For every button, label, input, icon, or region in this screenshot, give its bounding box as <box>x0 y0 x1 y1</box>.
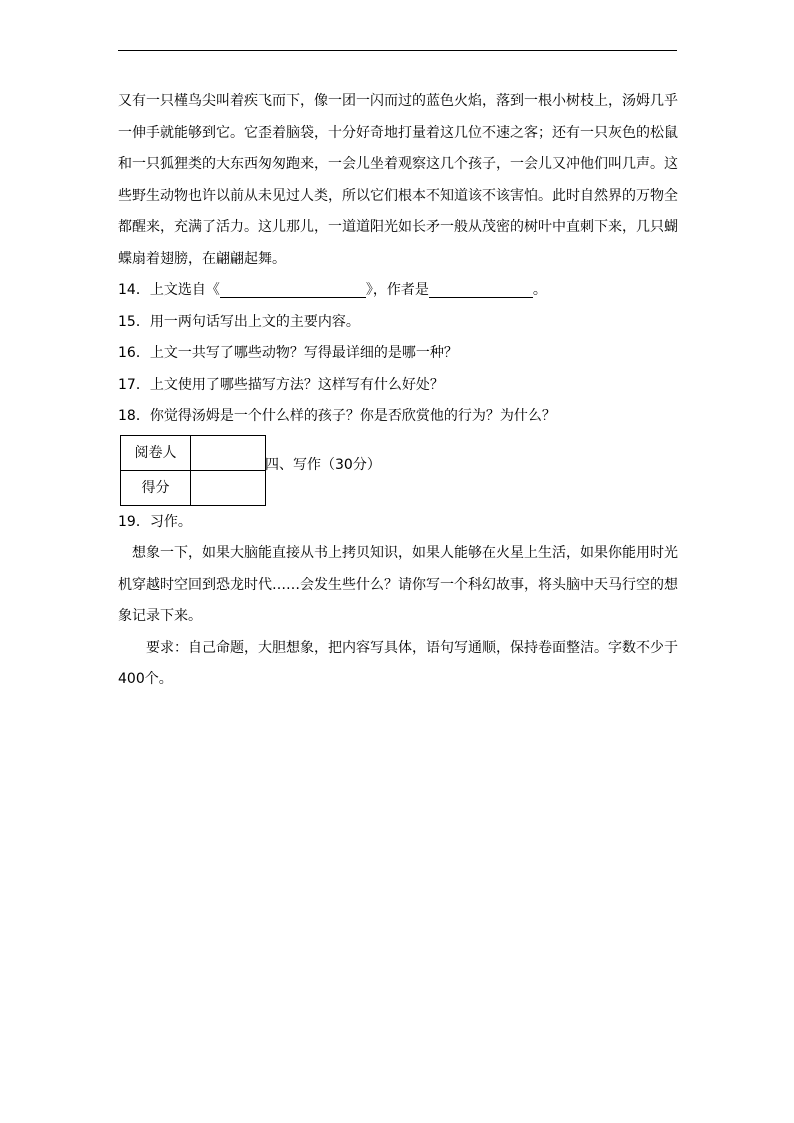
question-14 <box>118 275 678 307</box>
question-19: 19．习作。 <box>118 513 192 530</box>
question-14-suffix: 。 <box>532 282 547 298</box>
writing-prompt: 想象一下，如果大脑能直接从书上拷贝知识，如果人能够在火星上生活，如果你能用时光机穿越时空回到恐龙时代……会发生些什么？请你写一个科幻故事，将头脑中天马行空的想象记录下来。 <box>118 545 678 624</box>
header-rule <box>118 50 677 51</box>
grader-label: 阅卷人 <box>121 435 191 470</box>
question-16: 16．上文一共写了哪些动物？写得最详细的是哪一种？ <box>118 345 458 361</box>
score-cell[interactable] <box>191 470 266 505</box>
reading-passage: 又有一只槿鸟尖叫着疾飞而下，像一团一闪而过的蓝色火焰，落到一根小树枝上，汤姆几乎一伸手就能够到它。它歪着脑袋，十分好奇地打量着这几位不速之客；还有一只灰色的松鼠和一只狐狸类的大东西匆匆跑来，一会儿坐着观察这几个孩子，一会儿又冲他们叫几声。这些野生动物也许以前从未见过人类，所以它们根本不知道该不该害怕。此时自然界的万物全都醒来，充满了活力。这儿那儿，一道道阳光如长矛一般从茂密的树叶中直刺下来，几只蝴蝶扇着翅膀，在翩翩起舞。 <box>118 93 678 267</box>
grader-cell[interactable] <box>191 435 266 470</box>
answer-blank-source[interactable] <box>220 281 366 298</box>
question-18: 18．你觉得汤姆是一个什么样的孩子？你是否欣赏他的行为？为什么？ <box>118 408 556 424</box>
question-14-mid: 》，作者是 <box>365 282 429 298</box>
page-content <box>118 86 678 696</box>
question-14-prefix: 14．上文选自《 <box>118 282 220 298</box>
answer-blank-author[interactable] <box>429 281 533 298</box>
score-table <box>120 435 266 506</box>
score-label: 得分 <box>121 470 191 505</box>
writing-requirement: 要求：自己命题，大胆想象，把内容写具体，语句写通顺，保持卷面整洁。字数不少于400个。 <box>118 639 678 687</box>
question-17: 17．上文使用了哪些描写方法？这样写有什么好处？ <box>118 376 444 393</box>
question-15: 15．用一两句话写出上文的主要内容。 <box>118 313 360 330</box>
score-row <box>118 435 678 507</box>
section-title: 四、写作（30分） <box>265 456 381 473</box>
